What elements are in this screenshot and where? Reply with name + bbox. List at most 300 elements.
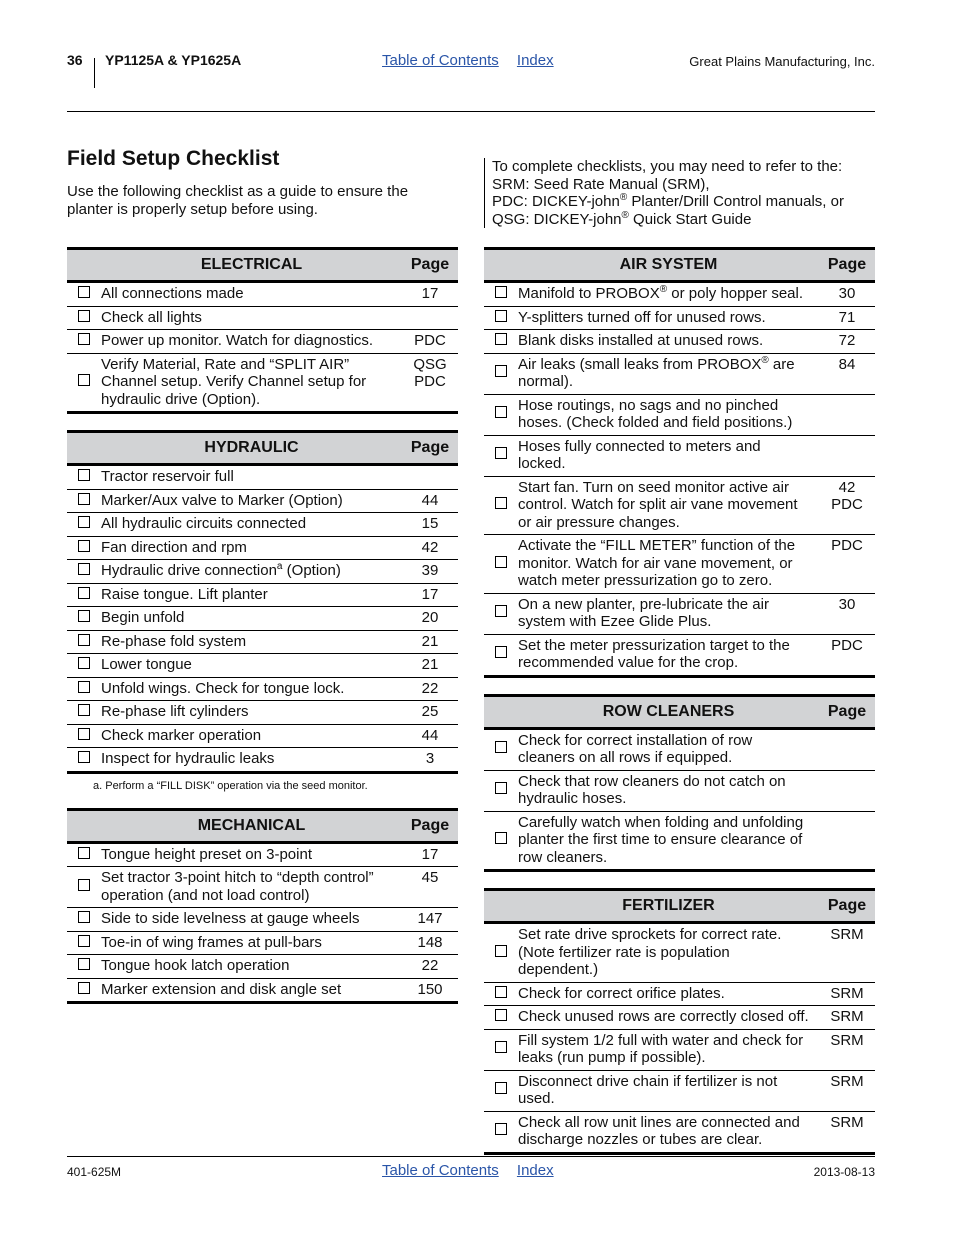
checkbox-cell [484, 353, 518, 394]
checklist-row [67, 583, 458, 607]
page-value: SRM [830, 926, 864, 943]
checkbox[interactable] [78, 657, 90, 669]
item-text: Hose routings, no sags and no pinched hoses. (Check folded and field positions.) [518, 396, 793, 431]
item-text: Lower tongue [101, 656, 192, 673]
item-text: Side to side levelness at gauge wheels [101, 910, 360, 927]
checklist-item-text [518, 306, 819, 330]
item-text: Check all row unit lines are connected and discharge nozzles or tubes are clear. [518, 1113, 800, 1148]
page-value: 20 [421, 609, 439, 626]
item-text: Y-splitters turned off for unused rows. [518, 308, 766, 326]
checklist-row [484, 1111, 875, 1153]
checkbox-cell [484, 770, 518, 811]
checkbox-cell [484, 306, 518, 330]
checkbox-cell [484, 982, 518, 1006]
checklist-row [67, 607, 458, 631]
checklist-row [67, 701, 458, 725]
checklist-item-text [518, 1111, 819, 1153]
checkbox[interactable] [495, 945, 507, 957]
checkbox-cell [484, 593, 518, 634]
footer-rule [67, 1156, 875, 1157]
page-reference [819, 593, 875, 634]
page-column-header: Page [819, 890, 875, 923]
checklist-row [484, 634, 875, 676]
reference-note [484, 158, 876, 228]
page-reference [819, 435, 875, 476]
checkbox[interactable] [78, 333, 90, 345]
page-reference [819, 282, 875, 307]
checkbox-cell [484, 1111, 518, 1153]
item-text: Carefully watch when folding and unfolding planter the first time to ensure clearance of row cleaners. [518, 813, 804, 866]
page-reference [819, 982, 875, 1006]
item-text: Re-phase fold system [101, 632, 247, 650]
item-text-tail: are normal). [518, 355, 795, 390]
page-column-header: Page [402, 432, 458, 465]
checkbox[interactable] [78, 540, 90, 552]
page-reference [819, 770, 875, 811]
checkbox[interactable] [78, 469, 90, 481]
footer-date: 2013-08-13 [813, 1165, 875, 1179]
checkbox[interactable] [495, 1123, 507, 1135]
checkbox[interactable] [495, 1082, 507, 1094]
page-reference [402, 724, 458, 748]
page-reference [819, 476, 875, 535]
item-text: Re-phase lift cylinders [101, 703, 249, 720]
item-text: Activate the “FILL METER” function of the monitor. Watch for air vane movement, or watch meter pressurization go to zero. [518, 537, 796, 589]
checkbox-cell [67, 677, 101, 701]
checkbox-cell [484, 728, 518, 770]
air-system-table [484, 247, 875, 678]
page-value: PDC [414, 373, 446, 390]
checkbox-cell [67, 489, 101, 513]
item-text: All connections made [101, 285, 244, 302]
item-text: Fill system 1/2 full with water and check for leaks (run pump if possible). [518, 1031, 804, 1066]
page-value: 39 [421, 562, 439, 579]
page-value: SRM [830, 984, 864, 1002]
checkbox-cell [67, 654, 101, 678]
item-text: Power up monitor. Watch for diagnostics. [101, 332, 374, 349]
page-value: 17 [421, 585, 439, 603]
checklist-row [484, 1029, 875, 1070]
index-link[interactable]: Index [516, 1162, 554, 1179]
checklist-item-text [518, 353, 819, 394]
checklist-row [484, 306, 875, 330]
checkbox[interactable] [78, 286, 90, 298]
checklist-row [484, 811, 875, 871]
checklist-row [484, 1006, 875, 1030]
checklist-item-text [518, 770, 819, 811]
checkbox[interactable] [78, 634, 90, 646]
page-value: 45 [421, 869, 439, 886]
checklist-item-text [101, 654, 402, 678]
item-text: Unfold wings. Check for tongue lock. [101, 679, 345, 697]
page-value: 30 [838, 285, 856, 302]
ref-line: PDC: DICKEY-john® Planter/Drill Control manuals, or [492, 192, 844, 210]
checklist-row [67, 306, 458, 330]
page-reference [819, 634, 875, 676]
page-value: SRM [830, 1031, 864, 1049]
page-header [67, 52, 875, 92]
checklist-row [67, 908, 458, 932]
page-reference [819, 1006, 875, 1030]
checkbox-cell [67, 978, 101, 1003]
checkbox-cell [67, 306, 101, 330]
item-text: Air leaks (small leaks from PROBOX [518, 355, 762, 373]
checkbox[interactable] [495, 406, 507, 418]
page-reference [402, 908, 458, 932]
checklist-item-text [101, 583, 402, 607]
item-text: Hoses fully connected to meters and locked. [518, 437, 761, 472]
page-value: 44 [421, 726, 439, 744]
checklist-item-text [101, 330, 402, 354]
page-value: 21 [421, 632, 439, 650]
page-reference [402, 748, 458, 773]
page-reference [402, 560, 458, 584]
checklist-item-text [101, 724, 402, 748]
page-reference [402, 867, 458, 908]
checkbox[interactable] [78, 911, 90, 923]
page-title: Field Setup Checklist [67, 147, 280, 170]
fertilizer-table [484, 888, 875, 1155]
right-column [484, 247, 875, 1155]
checklist-item-text [101, 282, 402, 307]
page-value: QSG [413, 355, 447, 373]
page-reference [819, 811, 875, 871]
checkbox-cell [67, 931, 101, 955]
checklist-row [484, 330, 875, 354]
page-value: 42 [421, 538, 439, 556]
section-heading: AIR SYSTEM [484, 249, 819, 282]
toc-link[interactable]: Table of Contents [382, 52, 499, 69]
checklist-row [67, 978, 458, 1003]
hydraulic-footnote: a. Perform a “FILL DISK” operation via the seed monitor. [93, 779, 368, 792]
page-reference [402, 842, 458, 867]
item-text: Set the meter pressurization target to the recommended value for the crop. [518, 636, 790, 671]
checkbox[interactable] [78, 879, 90, 891]
checklist-row [67, 724, 458, 748]
checklist-row [67, 353, 458, 413]
page-value: 22 [421, 957, 439, 974]
checklist-row [67, 282, 458, 307]
header-rule [67, 111, 875, 112]
item-text: All hydraulic circuits connected [101, 515, 307, 532]
page-value: 17 [421, 285, 439, 302]
checkbox[interactable] [495, 782, 507, 794]
index-link[interactable]: Index [516, 52, 554, 69]
checkbox-cell [484, 1006, 518, 1030]
electrical-table [67, 247, 458, 414]
table-header-row [67, 249, 458, 282]
checkbox-cell [67, 748, 101, 773]
page-value: 22 [421, 679, 439, 697]
superscript: a [276, 561, 283, 572]
checkbox-cell [67, 282, 101, 307]
checklist-row [484, 535, 875, 594]
checkbox[interactable] [78, 847, 90, 859]
checkbox-cell [67, 630, 101, 654]
section-heading: ROW CLEANERS [484, 695, 819, 728]
checkbox-cell [484, 634, 518, 676]
checkbox-cell [484, 1029, 518, 1070]
checklist-item-text [518, 923, 819, 983]
page-value: 42 [838, 478, 856, 496]
checklist-row [484, 476, 875, 535]
checkbox-cell [67, 513, 101, 537]
item-text: Inspect for hydraulic leaks [101, 750, 275, 767]
item-text: Set tractor 3-point hitch to “depth control” operation (and not load control) [101, 869, 374, 904]
item-text-tail: or poly hopper seal. [667, 285, 804, 302]
page-reference [819, 923, 875, 983]
checklist-item-text [518, 728, 819, 770]
checklist-item-text [518, 435, 819, 476]
checkbox[interactable] [495, 556, 507, 568]
checklist-row [484, 1070, 875, 1111]
checkbox-cell [67, 955, 101, 979]
checklist-row [67, 630, 458, 654]
page-value: 25 [421, 703, 439, 720]
checkbox[interactable] [495, 832, 507, 844]
page-reference [402, 630, 458, 654]
checklist-row [484, 728, 875, 770]
item-text: Hydraulic drive connection [101, 562, 277, 579]
checkbox-cell [484, 1070, 518, 1111]
page-reference [819, 394, 875, 435]
page-value: PDC [414, 332, 446, 349]
company-name: Great Plains Manufacturing, Inc. [689, 54, 875, 69]
checklist-item-text [101, 560, 402, 584]
page-reference [819, 353, 875, 394]
item-text: Check for correct orifice plates. [518, 984, 725, 1002]
page-reference [402, 701, 458, 725]
checklist-item-text [518, 535, 819, 594]
checklist-item-text [101, 842, 402, 867]
checkbox-cell [67, 536, 101, 560]
checklist-item-text [101, 931, 402, 955]
checklist-row [67, 677, 458, 701]
page-column-header: Page [402, 249, 458, 282]
checklist-row [67, 842, 458, 867]
checklist-item-text [101, 607, 402, 631]
checklist-row [484, 982, 875, 1006]
section-heading: FERTILIZER [484, 890, 819, 923]
checklist-row [67, 536, 458, 560]
checkbox-cell [484, 476, 518, 535]
checkbox-cell [484, 811, 518, 871]
table-header-row [484, 890, 875, 923]
checkbox-cell [484, 923, 518, 983]
checkbox-cell [67, 908, 101, 932]
checklist-item-text [518, 282, 819, 307]
page-value: 84 [838, 355, 856, 373]
page-reference [819, 330, 875, 354]
ref-line: To complete checklists, you may need to refer to the: [492, 158, 843, 175]
checklist-row [484, 282, 875, 307]
item-text: Fan direction and rpm [101, 538, 247, 556]
checklist-item-text [518, 1029, 819, 1070]
table-header-row [484, 249, 875, 282]
page-reference [402, 978, 458, 1003]
checklist-item-text [101, 978, 402, 1003]
checkbox[interactable] [78, 751, 90, 763]
checkbox-cell [484, 282, 518, 307]
checkbox[interactable] [78, 374, 90, 386]
doc-number: 401-625M [67, 1165, 122, 1179]
item-text: Marker/Aux valve to Marker (Option) [101, 491, 343, 509]
row-cleaners-table [484, 694, 875, 873]
item-text: Tongue height preset on 3-point [101, 845, 312, 863]
checklist-item-text [518, 1070, 819, 1111]
checklist-row [484, 353, 875, 394]
checklist-item-text [518, 634, 819, 676]
page-value: 71 [838, 308, 856, 326]
checkbox[interactable] [78, 704, 90, 716]
intro-text: Use the following checklist as a guide to ensure the planter is properly setup before using. [67, 183, 409, 218]
checklist-row [484, 593, 875, 634]
checklist-row [67, 560, 458, 584]
checkbox[interactable] [495, 310, 507, 322]
section-heading: ELECTRICAL [67, 249, 402, 282]
checkbox[interactable] [495, 605, 507, 617]
page-reference [402, 607, 458, 631]
item-text: Blank disks installed at unused rows. [518, 332, 764, 349]
checklist-item-text [101, 677, 402, 701]
item-text: Marker extension and disk angle set [101, 980, 342, 998]
mechanical-table [67, 808, 458, 1005]
page-reference [402, 931, 458, 955]
item-text: Raise tongue. Lift planter [101, 585, 268, 603]
checklist-row [484, 770, 875, 811]
checklist-item-text [518, 394, 819, 435]
page-value: 147 [417, 910, 443, 927]
page-value: PDC [831, 496, 863, 513]
checklist-item-text [101, 908, 402, 932]
checklist-row [67, 654, 458, 678]
page-reference [819, 535, 875, 594]
table-header-row [67, 432, 458, 465]
page-value: 30 [838, 595, 856, 613]
checklist-item-text [101, 630, 402, 654]
checkbox[interactable] [78, 587, 90, 599]
checklist-row [484, 923, 875, 983]
toc-link[interactable]: Table of Contents [382, 1162, 499, 1179]
checkbox[interactable] [78, 516, 90, 528]
item-text: Disconnect drive chain if fertilizer is not used. [518, 1072, 778, 1107]
checkbox[interactable] [78, 728, 90, 740]
checkbox[interactable] [495, 333, 507, 345]
checklist-row [67, 465, 458, 490]
page-column-header: Page [402, 809, 458, 842]
checkbox[interactable] [495, 741, 507, 753]
checklist-item-text [518, 982, 819, 1006]
page-value: PDC [831, 636, 863, 654]
item-text: Check for correct installation of row cleaners on all rows if equipped. [518, 731, 753, 766]
checkbox[interactable] [495, 1041, 507, 1053]
page-number: 36 [67, 52, 83, 68]
checkbox[interactable] [78, 935, 90, 947]
checkbox[interactable] [495, 497, 507, 509]
checkbox[interactable] [495, 646, 507, 658]
header-divider [94, 58, 95, 88]
item-text: Begin unfold [101, 609, 185, 626]
page-reference [819, 728, 875, 770]
page-reference [402, 282, 458, 307]
page-reference [402, 353, 458, 413]
checkbox[interactable] [495, 986, 507, 998]
checkbox-cell [67, 465, 101, 490]
page-value: PDC [831, 537, 863, 554]
checklist-item-text [101, 701, 402, 725]
item-text: Manifold to PROBOX [518, 285, 660, 302]
checkbox-cell [67, 842, 101, 867]
page-reference [402, 654, 458, 678]
checkbox[interactable] [495, 365, 507, 377]
checklist-item-text [518, 330, 819, 354]
checklist-item-text [101, 353, 402, 413]
checkbox-cell [484, 394, 518, 435]
item-text: Check all lights [101, 308, 202, 326]
checklist-item-text [101, 489, 402, 513]
page-value: 21 [421, 656, 439, 673]
checkbox-cell [67, 353, 101, 413]
checklist-item-text [518, 1006, 819, 1030]
page-value: 72 [838, 332, 856, 349]
checkbox-cell [484, 435, 518, 476]
superscript: ® [761, 354, 769, 366]
checkbox[interactable] [78, 610, 90, 622]
page-reference [819, 306, 875, 330]
page-value: SRM [830, 1008, 864, 1025]
checklist-item-text [101, 465, 402, 490]
checkbox-cell [484, 330, 518, 354]
page-reference [402, 677, 458, 701]
checkbox[interactable] [78, 310, 90, 322]
checklist-item-text [101, 955, 402, 979]
checkbox[interactable] [495, 286, 507, 298]
checkbox[interactable] [78, 982, 90, 994]
checklist-row [67, 955, 458, 979]
checklist-row [67, 748, 458, 773]
checkbox-cell [67, 607, 101, 631]
page-value: 148 [417, 933, 443, 951]
item-text: Check unused rows are correctly closed off. [518, 1008, 809, 1025]
checkbox[interactable] [78, 493, 90, 505]
table-header-row [67, 809, 458, 842]
checklist-row [67, 931, 458, 955]
checkbox[interactable] [78, 681, 90, 693]
checkbox[interactable] [78, 563, 90, 575]
page-reference [402, 955, 458, 979]
checkbox-cell [67, 701, 101, 725]
item-text: Verify Material, Rate and “SPLIT AIR” Channel setup. Verify Channel setup for hydraulic drive (Option). [101, 355, 367, 408]
checkbox[interactable] [495, 447, 507, 459]
checklist-item-text [518, 476, 819, 535]
checkbox-cell [67, 724, 101, 748]
checklist-row [484, 435, 875, 476]
item-text: Tractor reservoir full [101, 468, 234, 485]
checklist-row [484, 394, 875, 435]
checkbox[interactable] [495, 1009, 507, 1021]
page-reference [402, 465, 458, 490]
checklist-item-text [101, 867, 402, 908]
checklist-row [67, 867, 458, 908]
page-reference [402, 513, 458, 537]
item-text: Check marker operation [101, 726, 262, 744]
checkbox-cell [67, 583, 101, 607]
section-heading: MECHANICAL [67, 809, 402, 842]
checkbox-cell [67, 867, 101, 908]
checkbox[interactable] [78, 958, 90, 970]
item-text-tail: (Option) [282, 562, 341, 579]
page-value: SRM [830, 1113, 864, 1131]
